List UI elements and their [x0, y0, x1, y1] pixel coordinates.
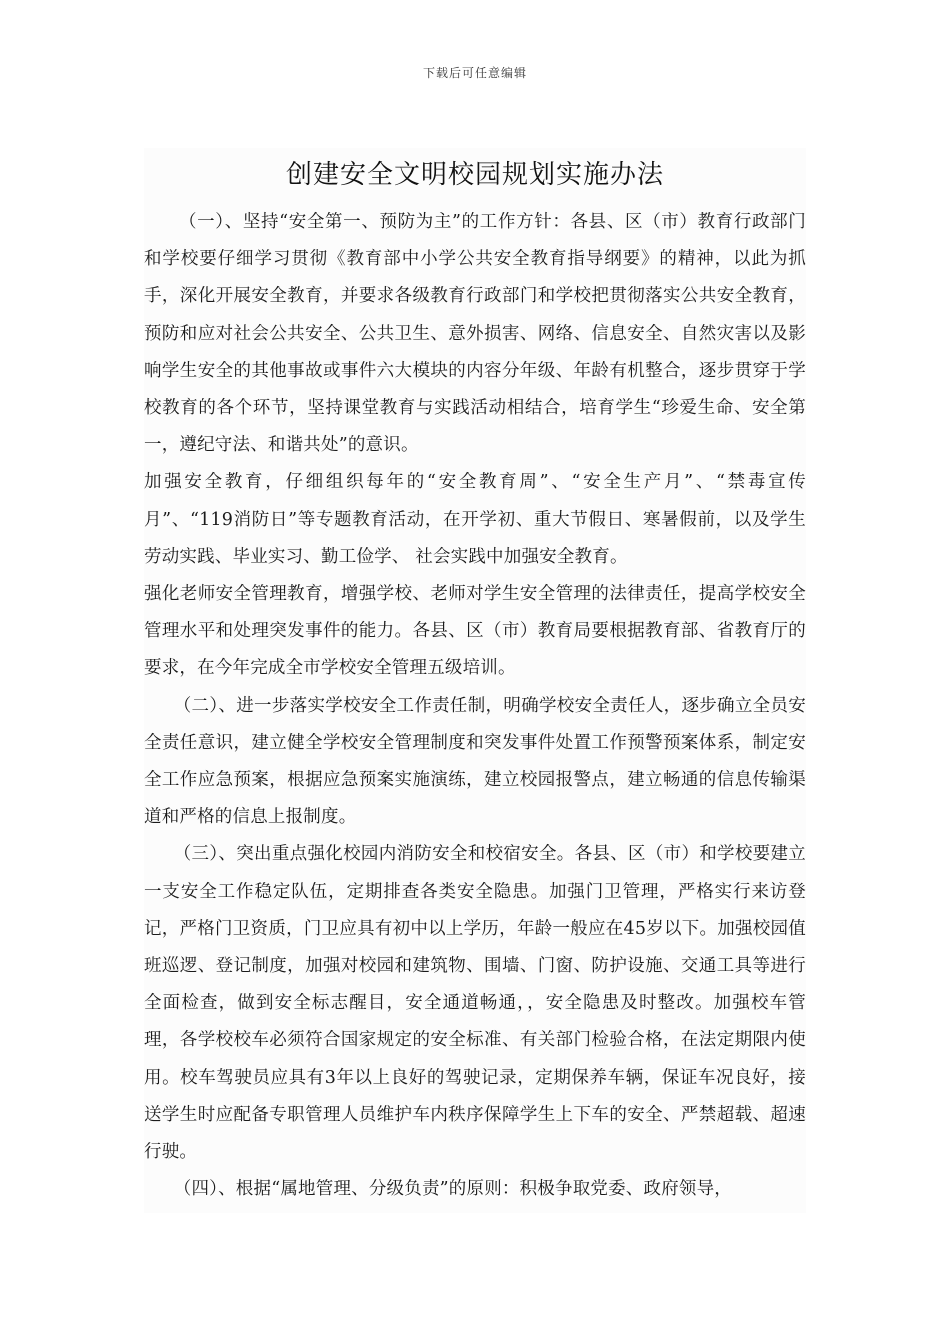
paragraph-6: （四）、根据“属地管理、分级负责”的原则：积极争取党委、政府领导， [173, 1179, 732, 1200]
paragraph-4: （二）、进一步落实学校安全工作责任制，明确学校安全责任人，逐步确立全员安全责任意识，建立健全学校安全管理制度和突发事件处置工作预警预案体系，制定安全工作应急预案，根据应急预案实施演练，建立校园报警点，建立畅通的信息传输渠道和严格的信息上报制度。 [144, 695, 806, 828]
paragraph-1: （一）、坚持“安全第一、预防为主”的工作方针：各县、区（市）教育行政部门和学校要仔细学习贯彻《教育部中小学公共安全教育指导纲要》的精神，以此为抓手，深化开展安全教育，并要求各级教育行政部门和学校把贯彻落实公共安全教育，预防和应对社会公共安全、公共卫生、意外损害、网络、信息安全、自然灾害以及影响学生安全的其他事故或事件六大模块的内容分年级、年龄有机整合，逐步贯穿于学校教育的各个环节，坚持课堂教育与实践活动相结合，培育学生“珍爱生命、安全第一，遵纪守法、和谐共处”的意识。 [144, 212, 806, 456]
paragraph-2: 加强安全教育，仔细组织每年的“安全教育周”、“安全生产月”、“禁毒宣传月”、“119消防日”等专题教育活动，在开学初、重大节假日、寒暑假前，以及学生劳动实践、毕业实习、勤工俭学、 社会实践中加强安全教育。 [144, 472, 806, 567]
header-note: 下载后可任意编辑 [422, 66, 527, 80]
paragraph-5: （三）、突出重点强化校园内消防安全和校宿安全。各县、区（市）和学校要建立一支安全工作稳定队伍，定期排查各类安全隐患。加强门卫管理，严格实行来访登记，严格门卫资质，门卫应具有初中以上学历，年龄一般应在45岁以下。加强校园值班巡逻、登记制度，加强对校园和建筑物、围墙、门窗、防护设施、交通工具等进行全面检查，做到安全标志醒目，安全通道畅通，，安全隐患及时整改。加强校车管理，各学校校车必须符合国家规定的安全标准、有关部门检验合格，在法定期限内使用。校车驾驶员应具有3年以上良好的驾驶记录，定期保养车辆，保证车况良好，接送学生时应配备专职管理人员维护车内秩序保障学生上下车的安全、严禁超载、超速行驶。 [144, 844, 806, 1163]
document-body [144, 148, 806, 1213]
paragraph-3: 强化老师安全管理教育，增强学校、老师对学生安全管理的法律责任，提高学校安全管理水平和处理突发事件的能力。各县、区（市）教育局要根据教育部、省教育厅的要求，在今年完成全市学校安全管理五级培训。 [144, 584, 806, 679]
document-title: 创建安全文明校园规划实施办法 [285, 160, 664, 190]
